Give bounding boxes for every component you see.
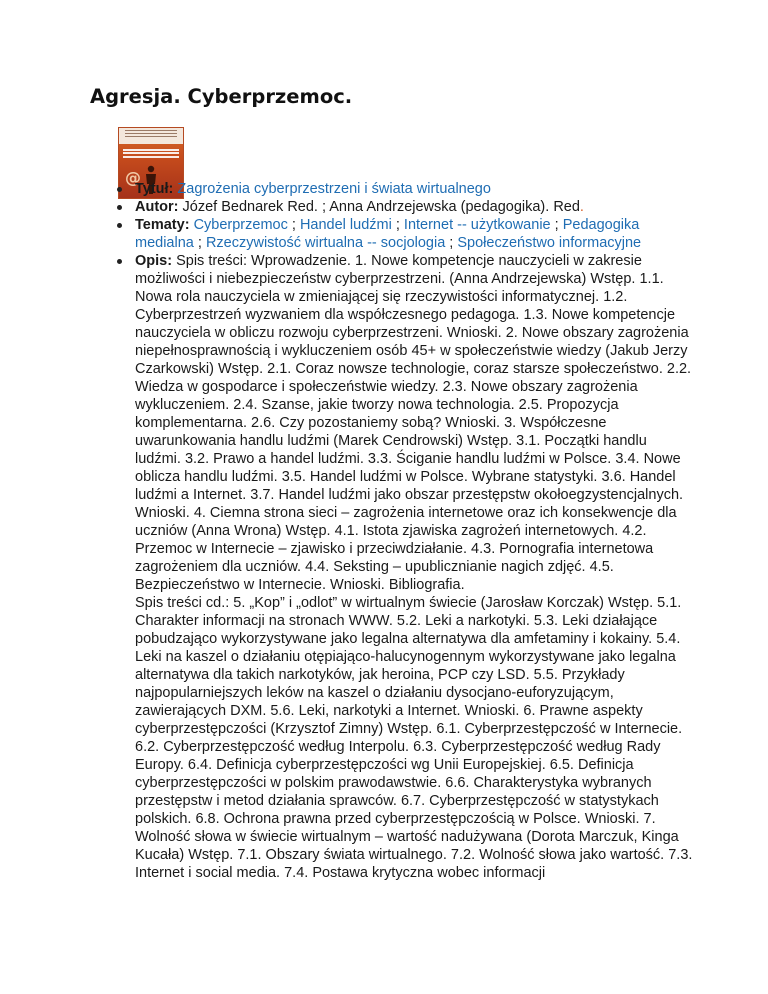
title-link[interactable]: Zagrożenia cyberprzestrzeni i świata wirtualnego [177,181,491,197]
list-item-description [0,252,695,882]
book-metadata-list [0,180,768,882]
topics-label: Tematy: [135,217,190,233]
topic-link[interactable]: Pedagogika medialna [135,217,640,251]
list-item-title [0,180,695,198]
bullet-icon [117,187,122,192]
topic-link[interactable]: Internet -- użytkowanie [403,217,551,233]
description-label: Opis: [135,253,173,269]
bullet-icon [117,223,122,228]
bullet-icon [117,205,122,210]
cover-header-band [119,128,183,144]
bullet-icon [117,259,122,264]
topic-link[interactable]: Rzeczywistość wirtualna -- socjologia [205,235,446,251]
description-text: Spis treści: Wprowadzenie. 1. Nowe kompetencje nauczycieli w zakresie możliwości i niebezpieczeństw cyberprzestrzeni. (Anna Andrzejewska) Wstęp. 1.1. Nowa rola nauczyciela w zmieniającej się rzeczywistości informatycznej. 1.2. Cyberprzestrzeń wyzwaniem dla współczesnego pedagoga. 1.3. Nowe kompetencje nauczyciela w obliczu rozwoju cyberprzestrzeni. Wnioski. 2. Nowe obszary zagrożenia niepełnosprawnością i wykluczeniem osób 45+ w społeczeństwie wiedzy (Jakub Jerzy Czarkowski) Wstęp. 2.1. Coraz nowsze technologie, coraz starsze społeczeństwo. 2.2. Wiedza w gospodarce i społeczeństwie wiedzy. 2.3. Nowe obszary zagrożenia wykluczeniem. 2.4. Szanse, jakie tworzy nowa technologia. 2.5. Propozycja komplementarna. 2.6. Czy pozostaniemy sobą? Wnioski. 3. Współczesne uwarunkowania handlu ludźmi (Marek Cendrowski) Wstęp. 3.1. Początki handlu ludźmi. 3.2. Prawo a handel ludźmi. 3.3. Ściganie handlu ludźmi w Polsce. 3.4. Nowe oblicza handlu ludźmi. 3.5. Handel ludźmi w Polsce. Wybrane statystyki. 3.6. Handel ludźmi a Internet. 3.7. Handel ludźmi jako obszar przestępstw okołoegzystencjalnych. Wnioski. 4. Ciemna strona sieci – zagrożenia internetowe oraz ich konsekwencje dla uczniów (Anna Wrona) Wstęp. 4.1. Istota zjawiska zagrożeń internetowych. 4.2. Przemoc w Internecie – zjawisko i przeciwdziałanie. 4.3. Pornografia internetowa zagrożeniem dla uczniów. 4.4. Seksting – upublicznianie nagich zdjęć. 4.5. Bezpieczeństwo w Internecie. Wnioski. Bibliografia. [135,253,692,593]
topic-link[interactable]: Handel ludźmi [299,217,392,233]
author-label: Autor: [135,199,179,215]
cover-at-symbol: @ [125,168,141,187]
author-end: . [579,199,584,215]
topic-link[interactable]: Społeczeństwo informacyjne [457,235,642,251]
topic-link[interactable]: Cyberprzemoc [193,217,288,233]
description-text-continued: Spis treści cd.: 5. „Kop” i „odlot” w wirtualnym świecie (Jarosław Korczak) Wstęp. 5.1. Charakter informacji na stronach WWW. 5.2. Leki a narkotyki. 5.3. Leki działające pobudzająco wykorzystywane jako legalna alternatywa dla amfetaminy i kokainy. 5.4. Leki na kaszel o działaniu otępiająco-halucynogennym wykorzystywane jako legalna alternatywa dla takich narkotyków, jak heroina, PCP czy LSD. 5.5. Przykłady najpopularniejszych leków na kaszel o działaniu dysocjano-euforyzującym, zawierających DXM. 5.6. Leki, narkotyki a Internet. Wnioski. 6. Prawne aspekty cyberprzestępczości (Krzysztof Zimny) Wstęp. 6.1. Cyberprzestępczość w Internecie. 6.2. Cyberprzestępczość według Interpolu. 6.3. Cyberprzestępczość według Rady Europy. 6.4. Definicja cyberprzestępczości wg Unii Europejskiej. 6.5. Definicja cyberprzestępczości w polskim prawodawstwie. 6.6. Charakterystyka wybranych przestępstw i metod działania sprawców. 6.7. Cyberprzestępczość w statystykach polskich. 6.8. Ochrona prawna przed cyberprzestępczością w Polsce. Wnioski. 7. Wolność słowa w świecie wirtualnym – wartość nadużywana (Dorota Marczuk, Kinga Kucała) Wstęp. 7.1. Obszary świata wirtualnego. 7.2. Wolność słowa jako wartość. 7.3. Internet i social media. 7.4. Postawa krytyczna wobec informacji [135,595,693,881]
page-title: Agresja. Cyberprzemoc. [90,85,353,108]
list-item-author [0,198,695,216]
cover-title-lines [123,147,179,158]
list-item-topics: Tematy: Cyberprzemoc ; Handel ludźmi ; Internet -- użytkowanie ; Pedagogika medialna ; Rzeczywistość wirtualna -- socjologia ; Społeczeństwo informacyjne [0,216,695,252]
title-label: Tytuł: [135,181,174,197]
author-value: Józef Bednarek Red. ; Anna Andrzejewska (pedagogika). Red [182,199,580,215]
